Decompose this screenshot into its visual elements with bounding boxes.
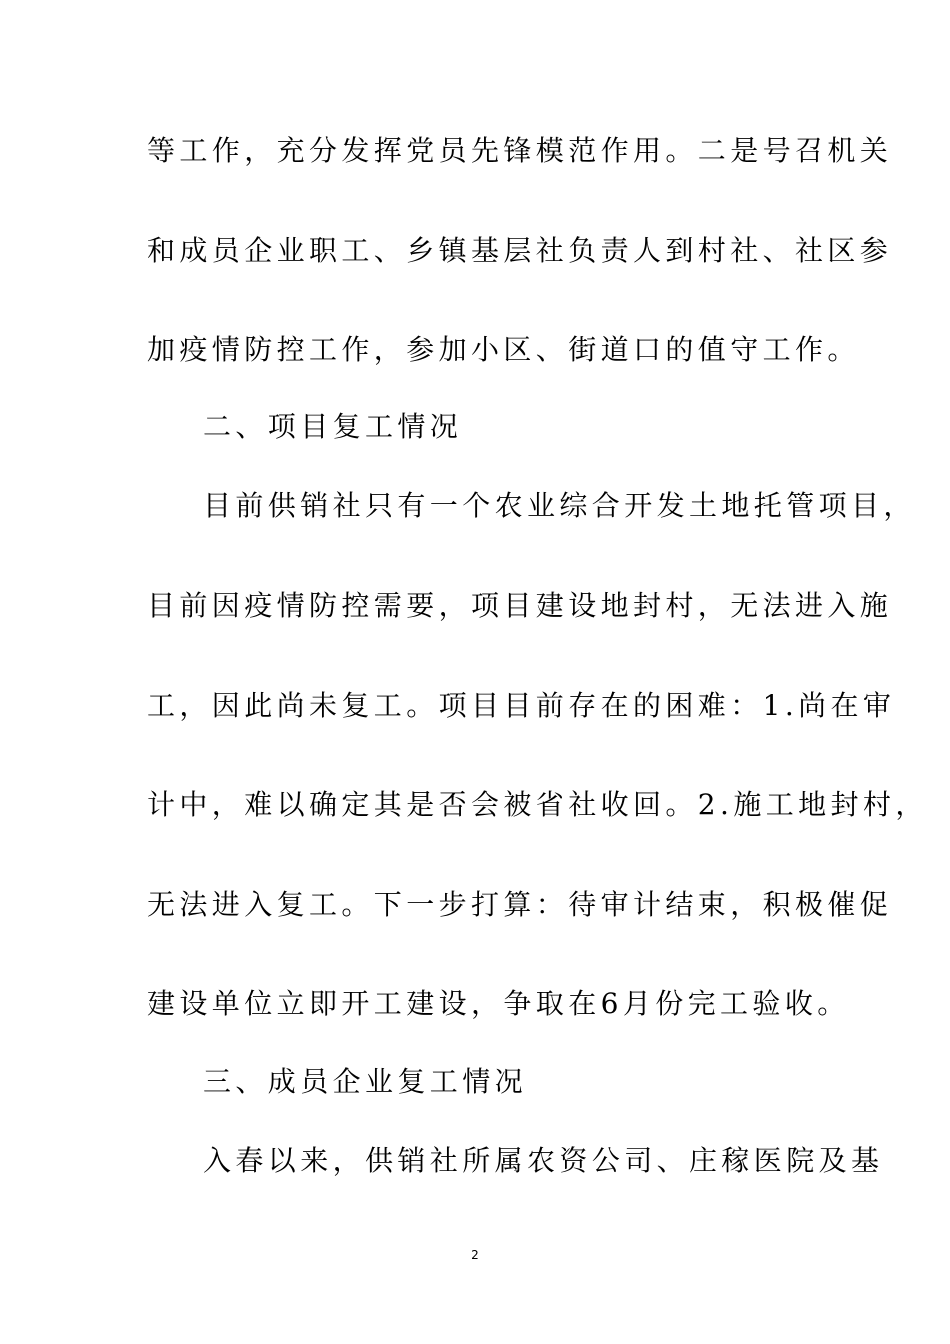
body-line: 等工作，充分发挥党员先锋模范作用。二是号召机关 (147, 134, 893, 167)
body-line: 加疫情防控工作，参加小区、街道口的值守工作。 (147, 333, 860, 366)
body-line: 无法进入复工。下一步打算：待审计结束，积极催促 (147, 888, 893, 921)
paragraph-first-line: 目前供销社只有一个农业综合开发土地托管项目， (203, 489, 916, 522)
section-heading: 二、项目复工情况 (203, 410, 463, 443)
paragraph-first-line: 入春以来，供销社所属农资公司、庄稼医院及基 (203, 1144, 884, 1177)
section-heading: 三、成员企业复工情况 (203, 1065, 528, 1098)
page-number: 2 (471, 1248, 479, 1262)
body-line: 工，因此尚未复工。项目目前存在的困难：1.尚在审 (147, 689, 896, 722)
body-line: 建设单位立即开工建设，争取在6月份完工验收。 (147, 987, 850, 1020)
body-line: 目前因疫情防控需要，项目建设地封村，无法进入施 (147, 589, 893, 622)
body-line: 和成员企业职工、乡镇基层社负责人到村社、社区参 (147, 234, 893, 267)
body-line: 计中，难以确定其是否会被省社收回。2.施工地封村， (147, 788, 928, 821)
